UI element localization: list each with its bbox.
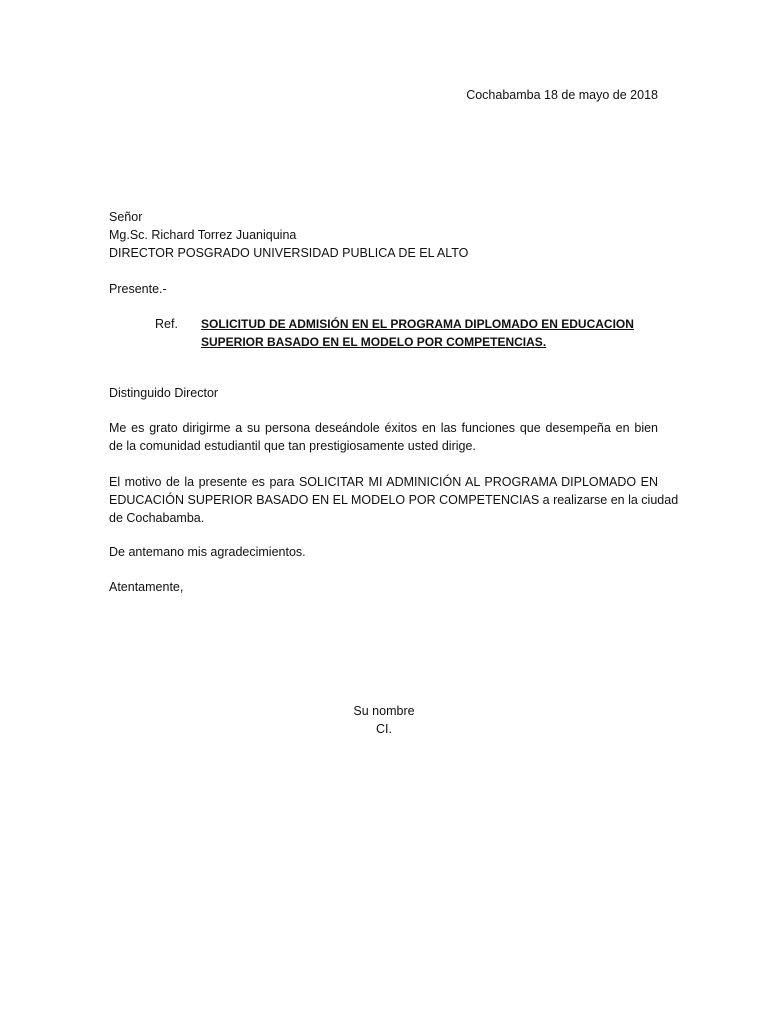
presente-line: Presente.- bbox=[109, 282, 167, 296]
reference-label: Ref. bbox=[155, 317, 178, 331]
letter-date: Cochabamba 18 de mayo de 2018 bbox=[466, 88, 658, 102]
recipient-block bbox=[109, 208, 468, 262]
reference-line-1: SOLICITUD DE ADMISIÓN EN EL PROGRAMA DIPLOMADO EN EDUCACION bbox=[201, 317, 634, 331]
reference-subject bbox=[201, 315, 651, 351]
signature-id: CI. bbox=[376, 722, 392, 736]
paragraph-2-line-2: EDUCACIÓN SUPERIOR BASADO EN EL MODELO POR COMPETENCIAS a realizarse en la ciudad bbox=[109, 493, 679, 507]
paragraph-1-line-2: de la comunidad estudiantil que tan prestigiosamente usted dirige. bbox=[109, 439, 476, 453]
recipient-salutation: Señor bbox=[109, 210, 143, 224]
paragraph-2 bbox=[109, 473, 679, 527]
thanks-line: De antemano mis agradecimientos. bbox=[109, 545, 306, 559]
recipient-name: Mg.Sc. Richard Torrez Juaniquina bbox=[109, 228, 297, 242]
signature-name: Su nombre bbox=[353, 704, 415, 718]
reference-line-2: SUPERIOR BASADO EN EL MODELO POR COMPETENCIAS. bbox=[201, 335, 547, 349]
paragraph-2-line-3: de Cochabamba. bbox=[109, 511, 205, 525]
signature-block bbox=[0, 702, 768, 738]
paragraph-1 bbox=[109, 419, 658, 455]
paragraph-2-line-1: El motivo de la presente es para SOLICITAR MI ADMINICIÓN AL PROGRAMA DIPLOMADO EN bbox=[109, 475, 658, 489]
paragraph-1-line-1: Me es grato dirigirme a su persona deseándole éxitos en las funciones que desempeña en bien bbox=[109, 421, 658, 435]
closing-line: Atentamente, bbox=[109, 580, 184, 594]
recipient-position: DIRECTOR POSGRADO UNIVERSIDAD PUBLICA DE EL ALTO bbox=[109, 246, 469, 260]
greeting: Distinguido Director bbox=[109, 386, 219, 400]
